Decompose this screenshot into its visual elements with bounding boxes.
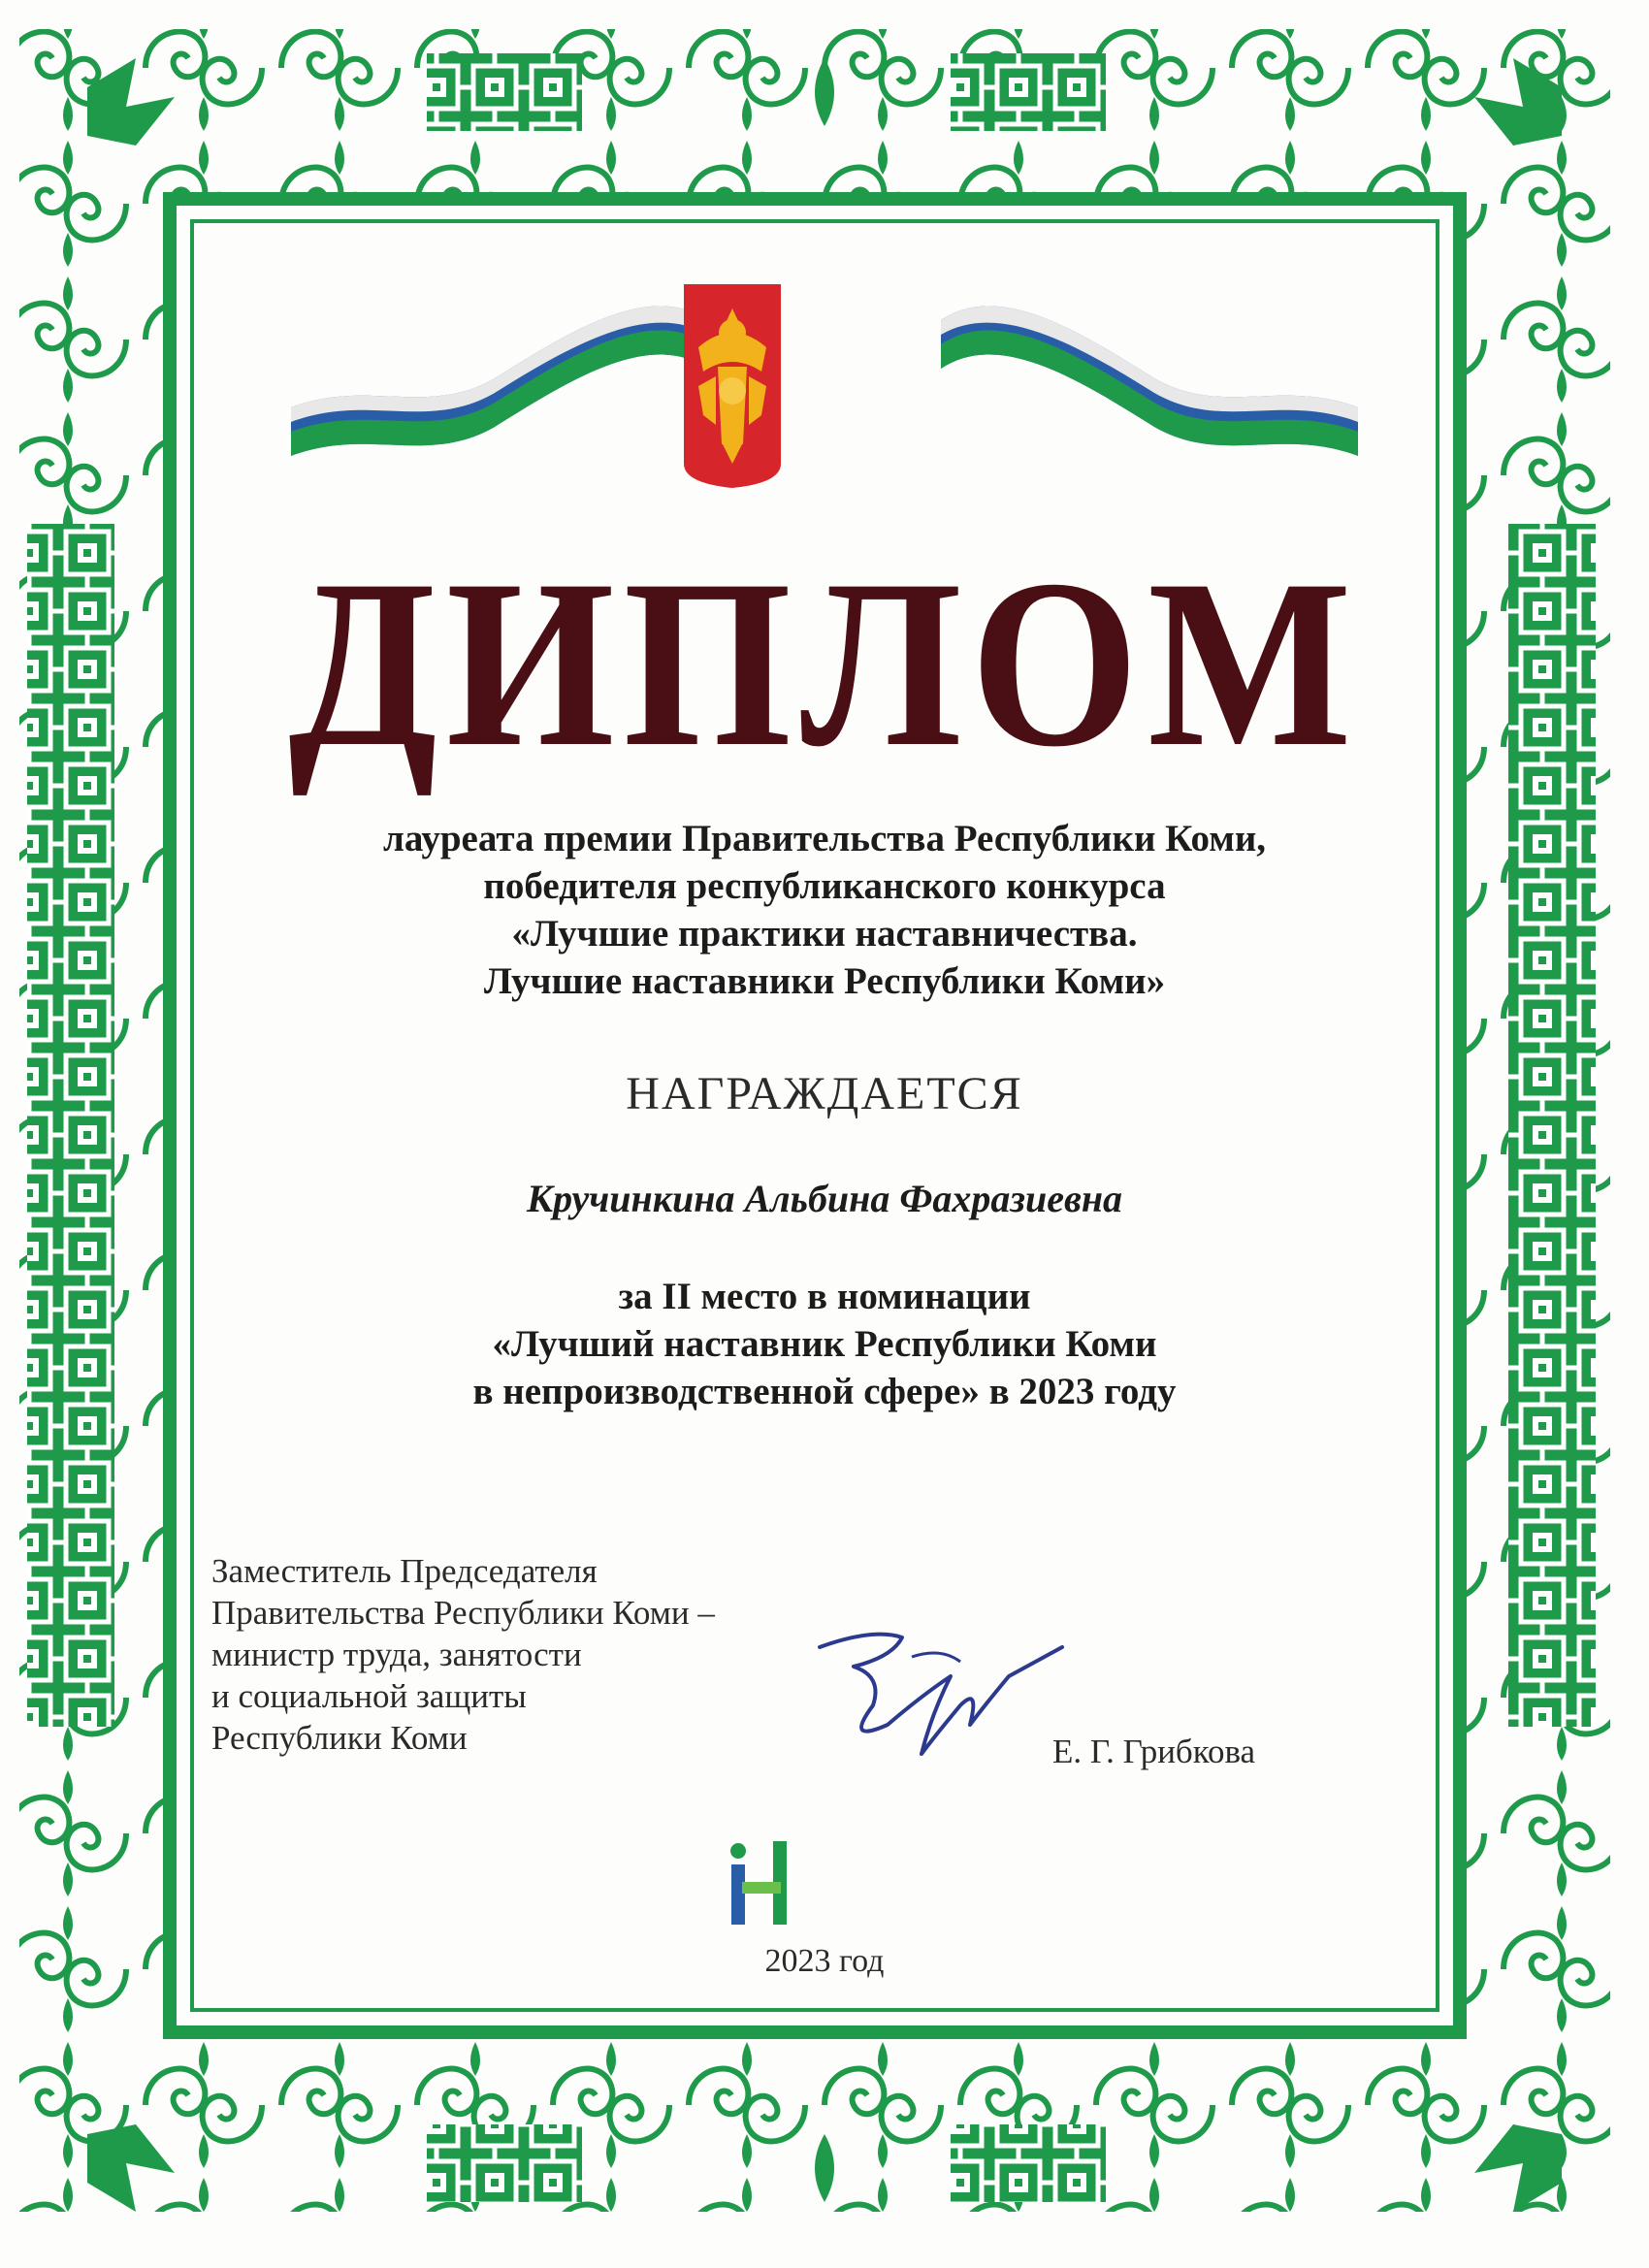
subtitle-line: «Лучшие практики наставничества. bbox=[511, 913, 1138, 955]
position-line: Заместитель Председателя bbox=[211, 1552, 598, 1590]
position-line: Правительства Республики Коми – bbox=[211, 1594, 715, 1632]
diploma-year: 2023 год bbox=[764, 1943, 885, 1979]
subtitle-line: Лучшие наставники Республики Коми» bbox=[483, 960, 1166, 1002]
signatory-name: Е. Г. Грибкова bbox=[1052, 1733, 1256, 1770]
position-line: министр труда, занятости bbox=[211, 1636, 582, 1673]
mentorship-logo-icon bbox=[723, 1833, 800, 1930]
position-line: и социальной защиты bbox=[211, 1677, 527, 1715]
komi-coat-of-arms-icon bbox=[679, 279, 786, 502]
handwritten-signature bbox=[815, 1618, 1067, 1783]
nomination-text bbox=[194, 1273, 1455, 1415]
nomination-line: в непроизводственной сфере» в 2023 году bbox=[472, 1371, 1177, 1412]
position-line: Республики Коми bbox=[211, 1719, 468, 1757]
diploma-title: ДИПЛОМ bbox=[288, 530, 1361, 796]
signatory-position bbox=[211, 1550, 715, 1759]
subtitle-line: победителя республиканского конкурса bbox=[483, 865, 1166, 907]
laureate-subtitle bbox=[194, 815, 1455, 1005]
nomination-line: за II место в номинации bbox=[618, 1276, 1031, 1317]
nomination-line: «Лучший наставник Республики Коми bbox=[492, 1323, 1157, 1365]
recipient-name: Кручинкина Альбина Фахразиевна bbox=[526, 1177, 1123, 1220]
flag-ribbon bbox=[281, 262, 1368, 514]
subtitle-line: лауреата премии Правительства Республики Коми, bbox=[382, 818, 1267, 859]
awarded-label: НАГРАЖДАЕТСЯ bbox=[626, 1068, 1023, 1119]
